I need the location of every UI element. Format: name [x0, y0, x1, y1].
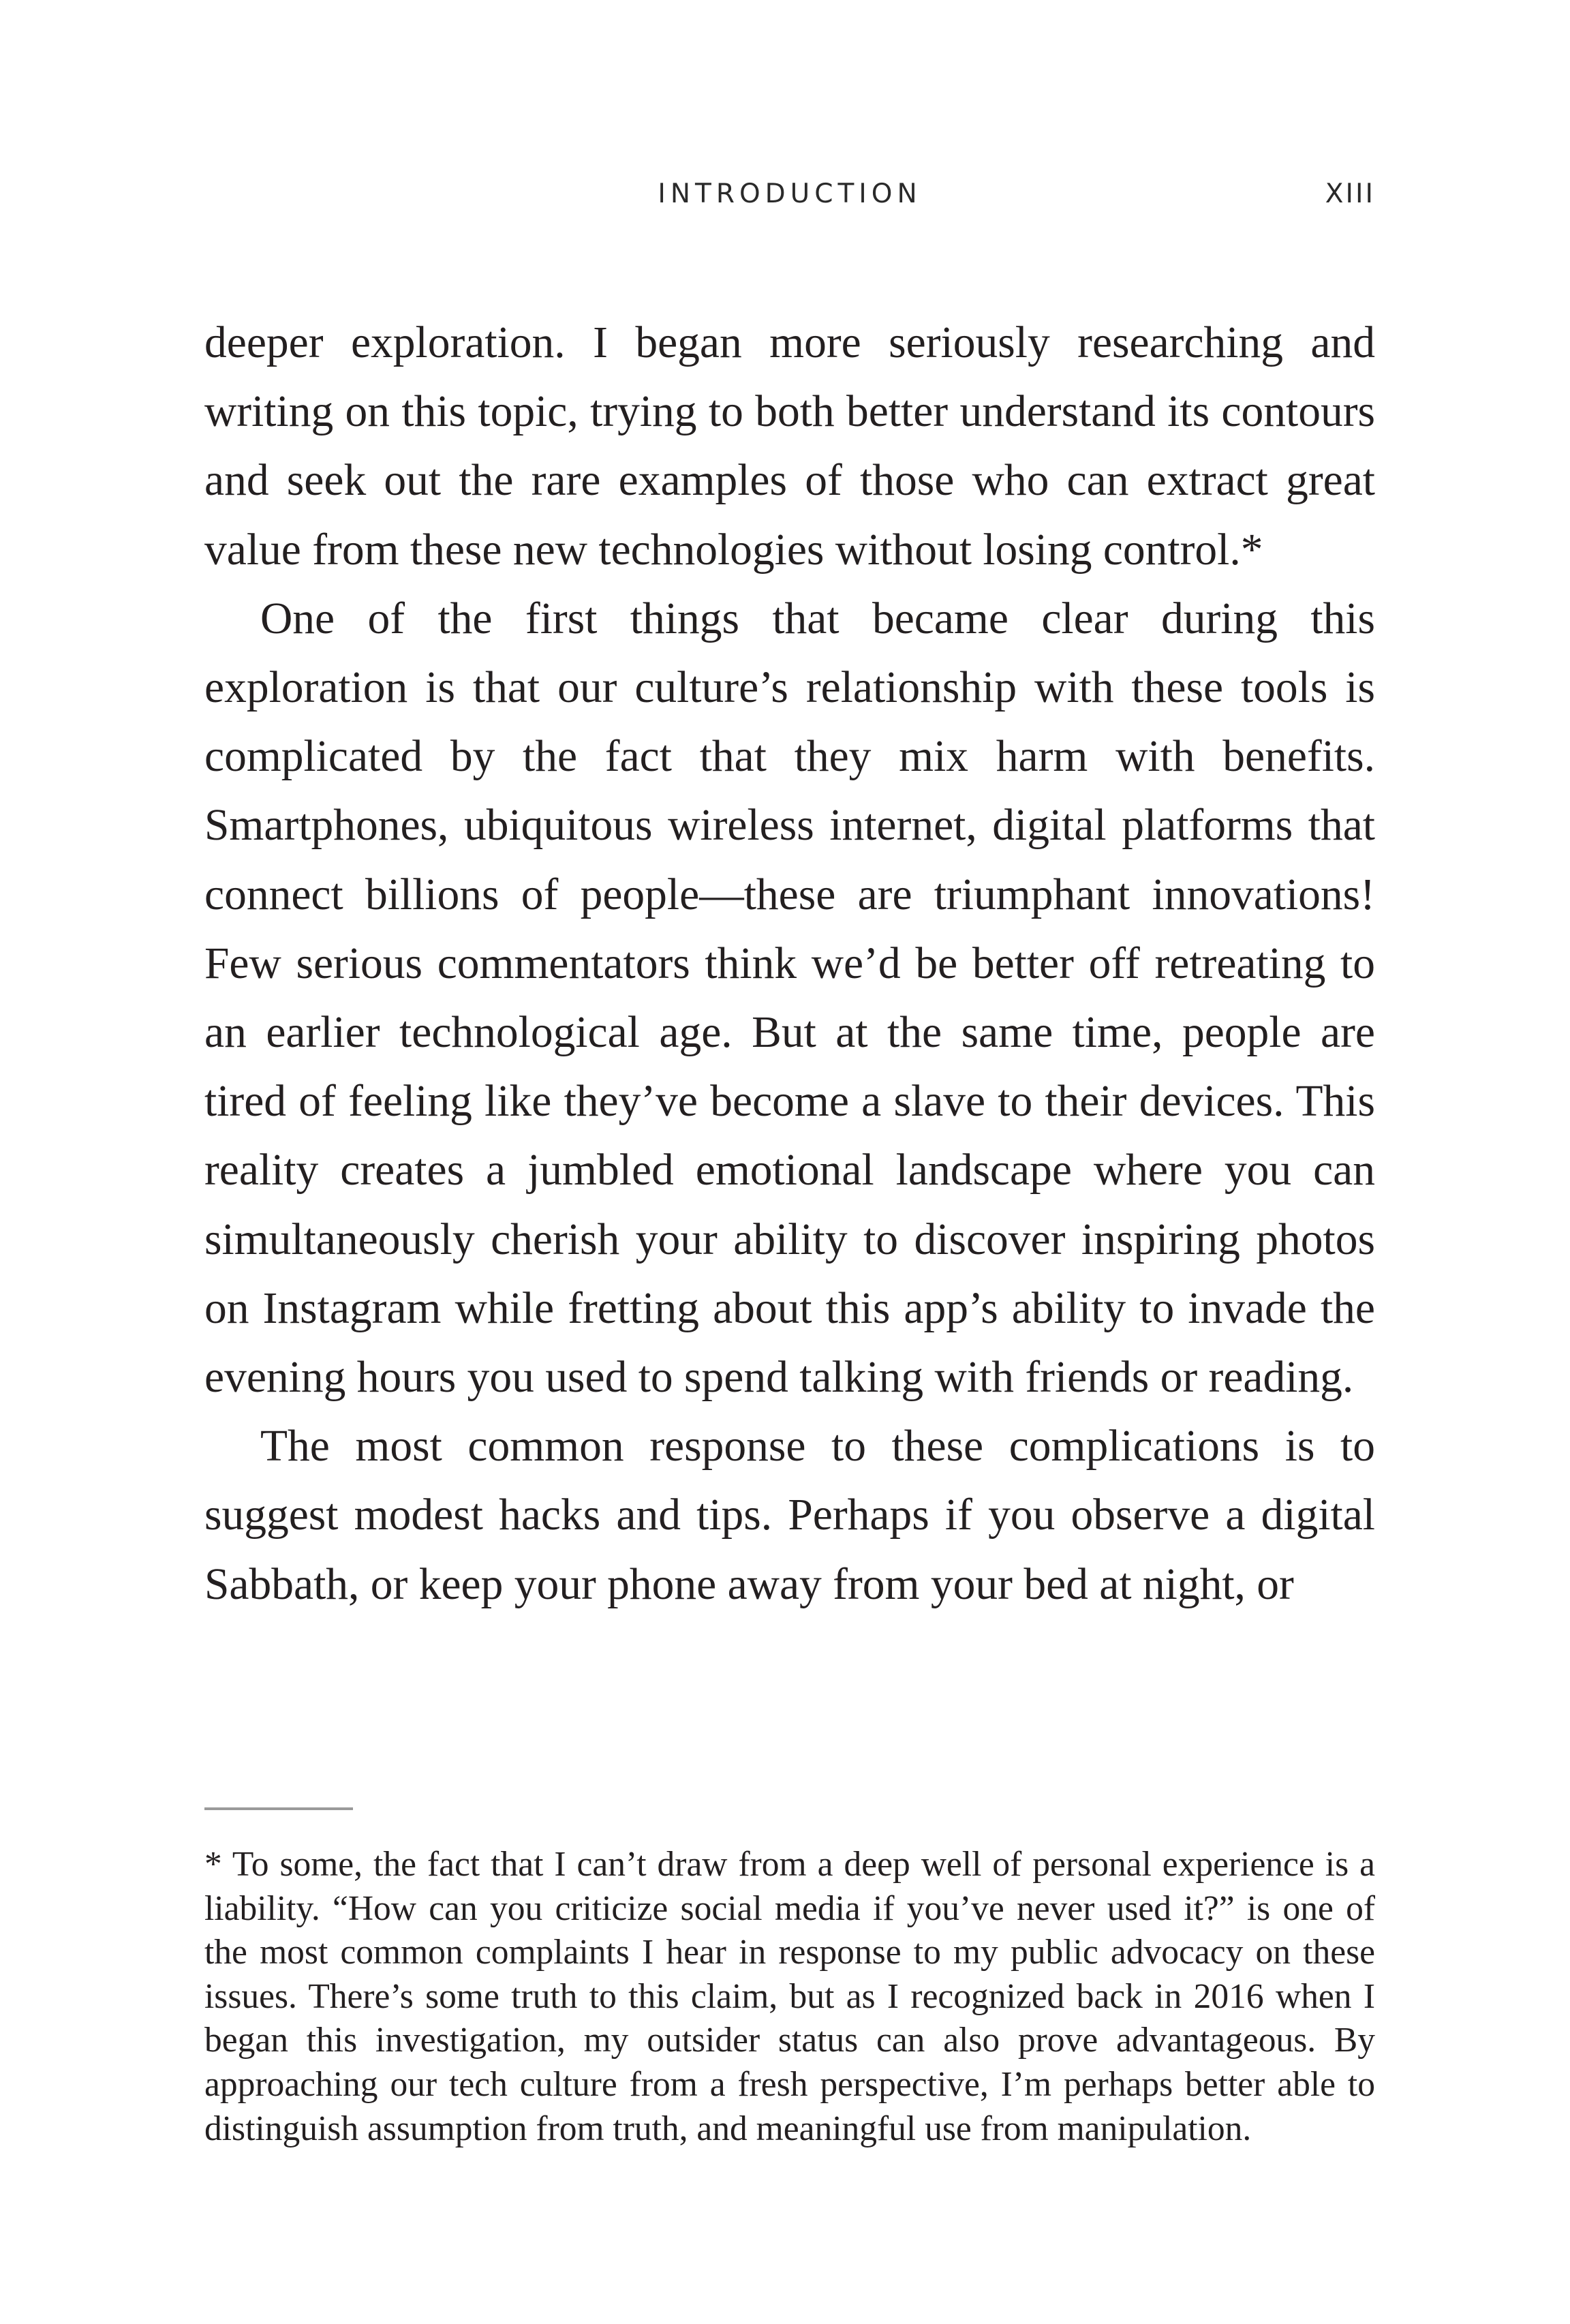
paragraph-2: One of the first things that became clear during this exploration is that our culture’s relationship with these tools is complicated by the fact that they mix harm with benefits. Smartphones, ubiquitous wireless internet, digital platforms that connect billions of people—these are triumphant innovations! Few serious commentators think we’d be better off retreating to an earlier technological age. But at the same time, people are tired of feeling like they’ve become a slave to their devices. This reality creates a jumbled emotional landscape where you can simultaneously cherish your ability to discover inspiring photos on Instagram while fretting about this app’s ability to invade the evening hours you used to spend talking with friends or reading. [204, 594, 1375, 1403]
body-text [204, 309, 1375, 1619]
paragraph-1: deeper exploration. I began more seriously researching and writing on this topic, trying to both better understand its contours and seek out the rare examples of those who can extract great value from these new technologies without losing control.* [204, 318, 1375, 575]
page-number: XIII [1325, 179, 1375, 209]
footnote: * To some, the fact that I can’t draw from a deep well of personal experience is a liability. “How can you criticize social media if you’ve never used it?” is one of the most common complaints I hear in response to my public advocacy on these issues. There’s some truth to this claim, but as I recognized back in 2016 when I began this investigation, my outsider status can also prove advantageous. By approaching our tech culture from a fresh perspective, I’m perhaps better able to distinguish assumption from truth, and meaningful use from manipulation. [204, 1845, 1375, 2148]
paragraph-3: The most common response to these complications is to suggest modest hacks and tips. Perhaps if you observe a digital Sabbath, or keep your phone away from your bed at night, or [204, 1422, 1375, 1609]
running-head [204, 179, 1375, 219]
footnote-divider [204, 1807, 353, 1810]
running-head-section-title: INTRODUCTION [658, 179, 922, 209]
